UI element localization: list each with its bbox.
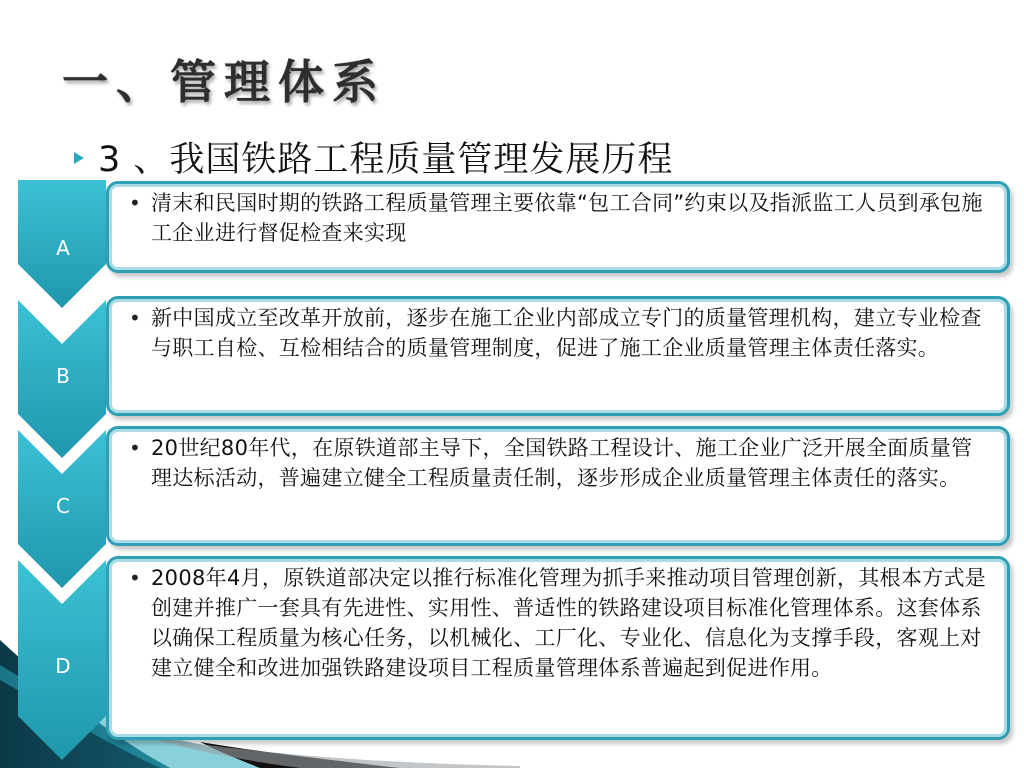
- stage-text-d: 2008年4月，原铁道部决定以推行标准化管理为抓手来推动项目管理创新，其根本方式是创建并推广一套具有先进性、实用性、普适性的铁路建设项目标准化管理体系。这套体系以确保工程质量为核心任务，以机械化、工厂化、专业化、信息化为支撑手段，客观上对建立健全和改进加强铁路建设项目工程质量管理体系普遍起到促进作用。: [151, 566, 987, 680]
- stage-text-c: 20世纪80年代，在原铁道部主导下，全国铁路工程设计、施工企业广泛开展全面质量管理达标活动，普遍建立健全工程质量责任制，逐步形成企业质量管理主体责任的落实。: [151, 436, 973, 490]
- main-title: 一、管理体系: [62, 55, 386, 109]
- stage-card-b: [106, 296, 1010, 416]
- bullet-dot-icon: •: [129, 306, 142, 330]
- stage-label-c: C: [56, 494, 70, 518]
- triangle-bullet-icon: [74, 152, 84, 164]
- stage-text-a: 清末和民国时期的铁路工程质量管理主要依靠“包工合同”约束以及指派监工人员到承包施工企业进行督促检查来实现: [151, 191, 983, 245]
- stage-label-a: A: [56, 236, 70, 260]
- bullet-dot-icon: •: [129, 436, 142, 460]
- stage-text-b: 新中国成立至改革开放前，逐步在施工企业内部成立专门的质量管理机构，建立专业检查与职工自检、互检相结合的质量管理制度，促进了施工企业质量管理主体责任落实。: [151, 306, 982, 360]
- stage-card-a: [106, 181, 1010, 273]
- subtitle-row: [74, 130, 974, 184]
- stage-text-container: [127, 303, 993, 363]
- stage-text-container: [127, 563, 993, 683]
- stage-card-d: [106, 556, 1010, 740]
- stage-text-container: [127, 188, 993, 248]
- stage-text-container: [127, 433, 993, 493]
- stage-card-c: [106, 426, 1010, 546]
- stage-label-b: B: [56, 364, 70, 388]
- bullet-dot-icon: •: [129, 191, 142, 215]
- bullet-dot-icon: •: [129, 566, 142, 590]
- subtitle: 3 、我国铁路工程质量管理发展历程: [98, 140, 674, 180]
- stage-label-d: D: [55, 654, 71, 678]
